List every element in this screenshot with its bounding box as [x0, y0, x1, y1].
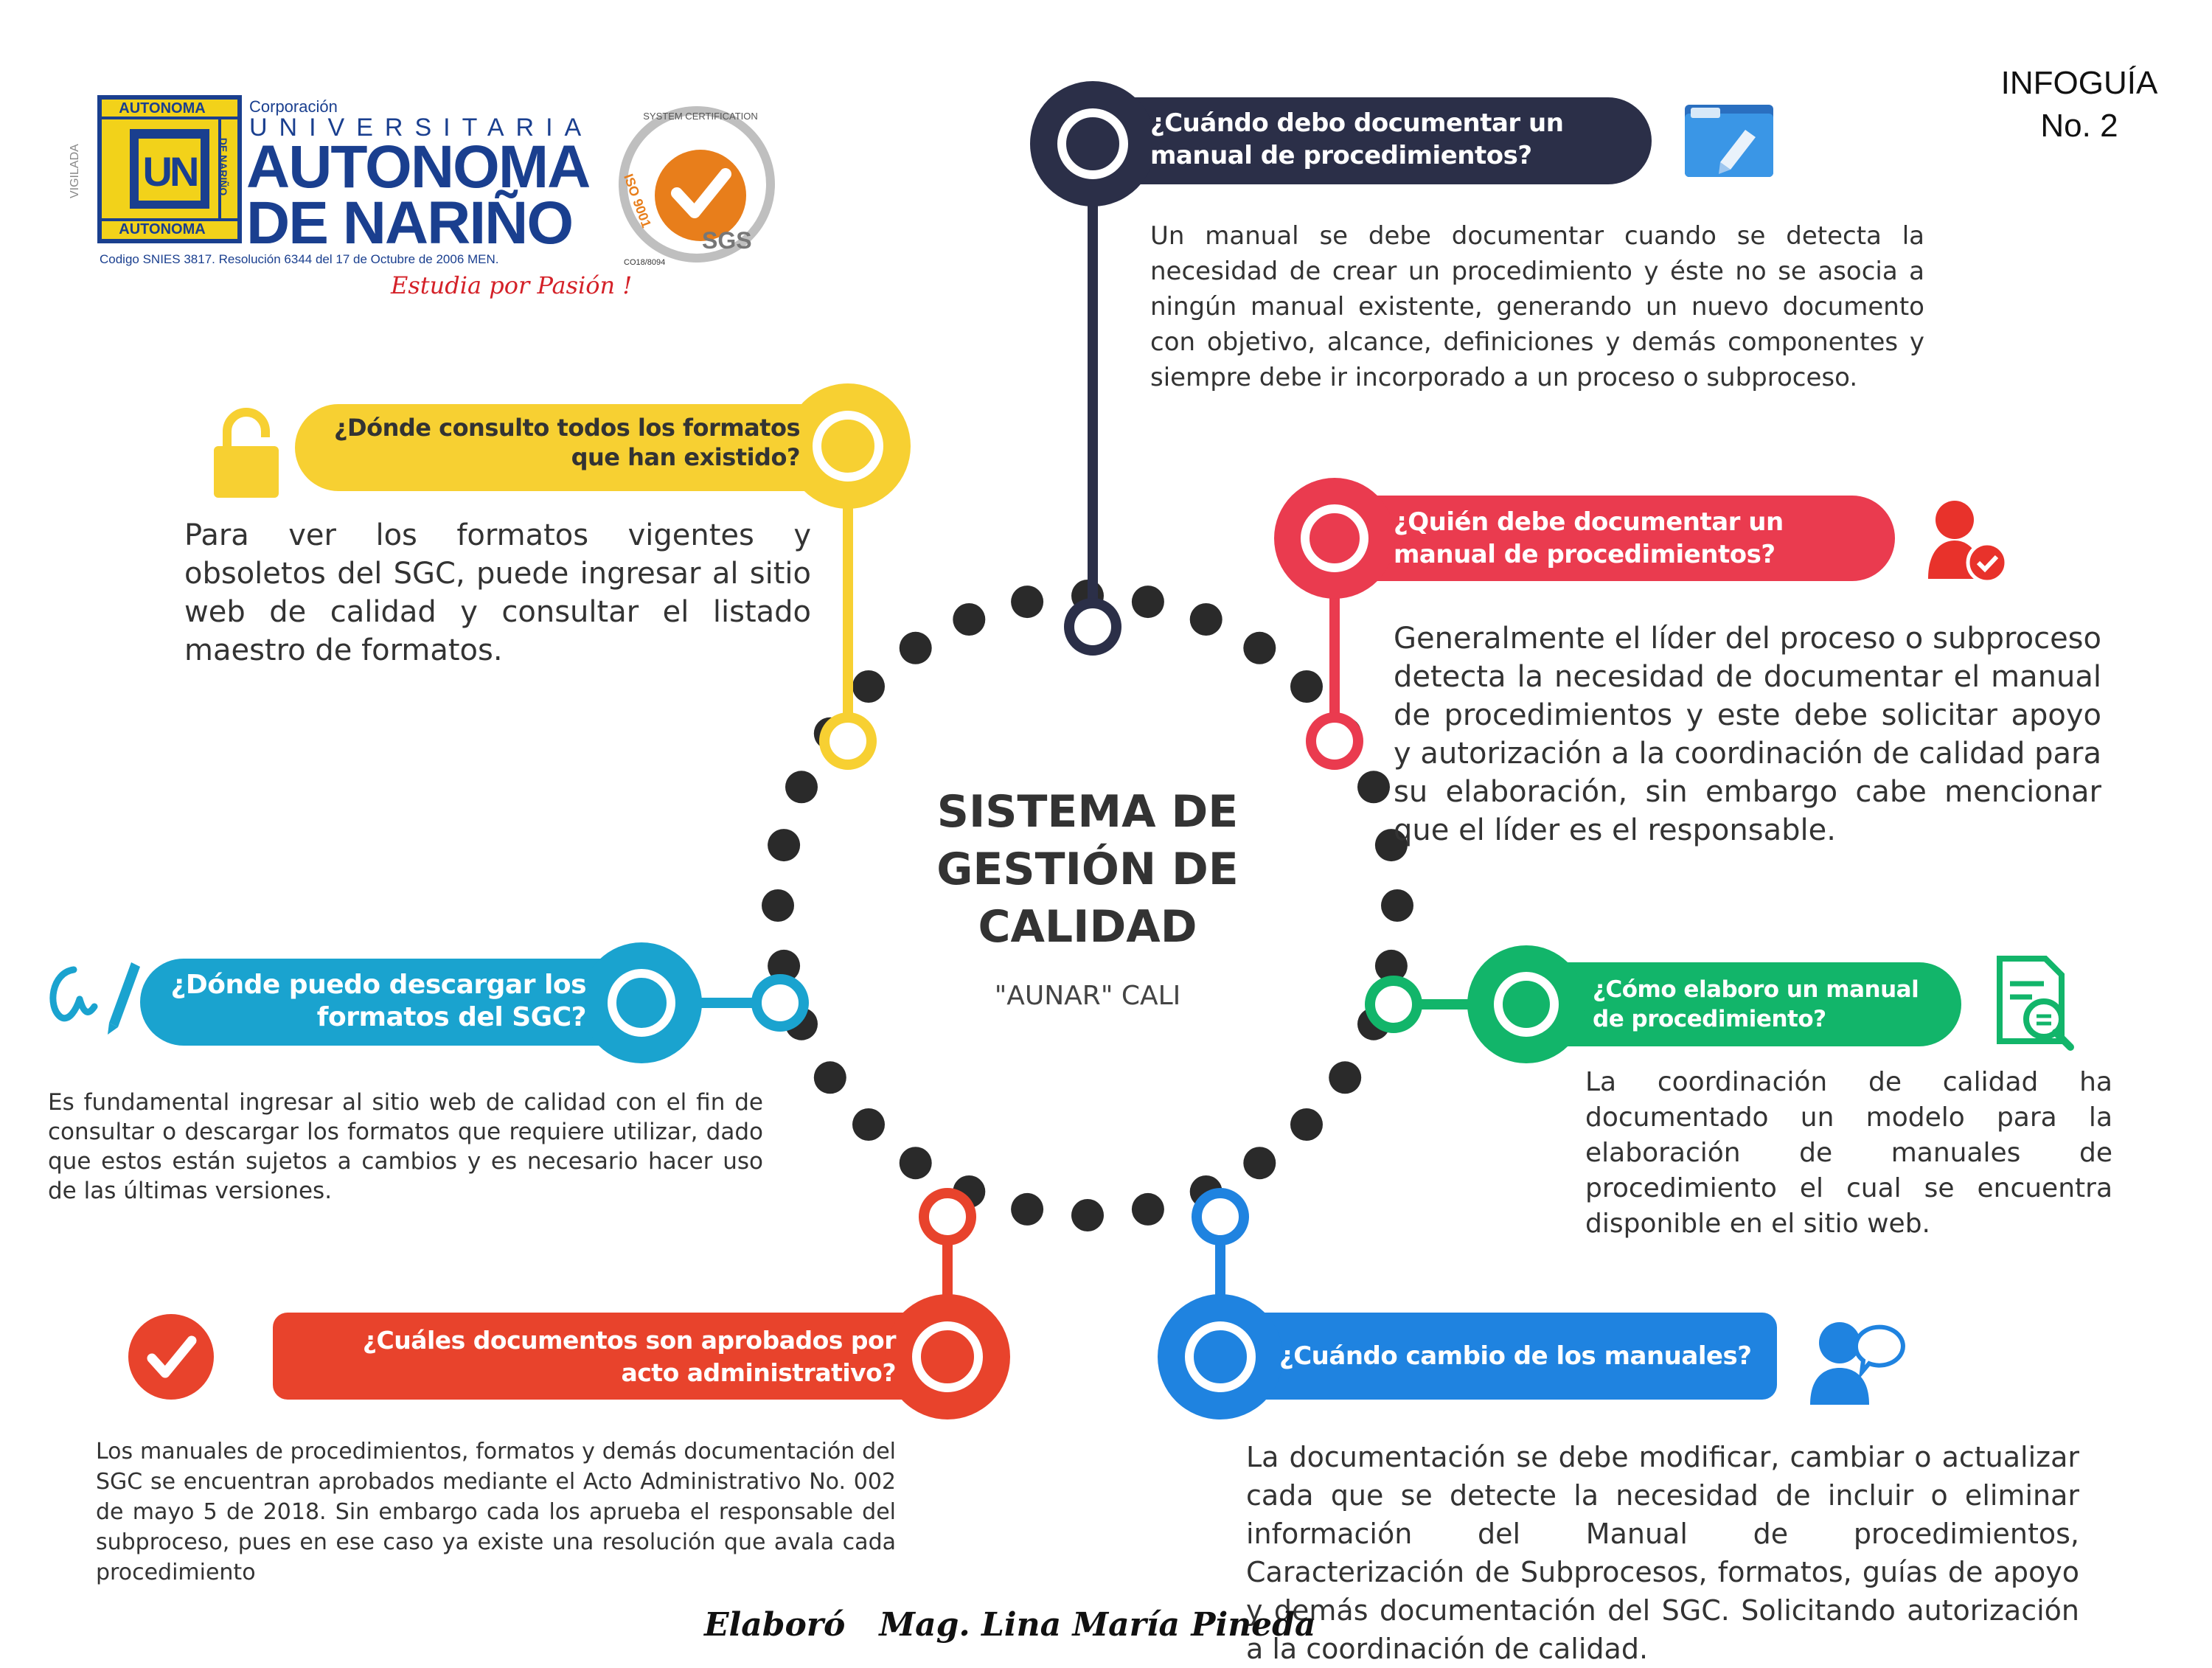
ring-dot: [1071, 1199, 1104, 1231]
ring-dot: [852, 670, 885, 703]
ring-dot: [1011, 585, 1043, 618]
question-quien-documenta: ¿Quién debe documentar un manual de procedimientos?: [1394, 507, 1784, 569]
infoguia-label: [1976, 62, 2183, 147]
ring-dot: [953, 603, 985, 636]
question-donde-descargar: ¿Dónde puedo descargar los formatos del SGC?: [170, 970, 586, 1032]
question-como-elaboro: ¿Cómo elaboro un manual de procedimiento?: [1593, 976, 1919, 1032]
answer-cuales-aprobados: Los manuales de procedimientos, formatos y demás documentación del SGC se encuentran aprobados mediante el Acto Administrativo No. 002 de mayo 5 de 2018. Sin embargo cada los aprueba el responsable del subproceso, pues en ese caso ya existe una resolución que avala cada procedimiento: [96, 1439, 896, 1585]
user-check-icon: [1928, 501, 2006, 582]
ring-dot: [1011, 1193, 1043, 1226]
page-title: [863, 783, 1312, 956]
answer-donde-descargar: Es fundamental ingresar al sitio web de calidad con el fin de consultar o descargar los formatos que requiere utilizar, dado que estos están sujetos a cambios y es necesario hacer uso de las últimas versiones.: [48, 1089, 763, 1204]
ring-dot: [1290, 670, 1323, 703]
question-cuando-documentar: ¿Cuándo debo documentar un manual de procedimientos?: [1150, 108, 1564, 170]
answer-cuando-documentar: Un manual se debe documentar cuando se detecta la necesidad de crear un procedimiento y éste no se asocia a ningún manual existente, generando un nuevo documento con objetivo, alcance, definiciones y demás componentes y siempre debe ir incorporado a un proceso o subproceso.: [1150, 221, 1924, 392]
ring-dot: [1132, 585, 1164, 618]
ring-dot: [1290, 1108, 1323, 1141]
badge-side-text: DE NARIÑO: [218, 137, 229, 196]
cert-ring-text: SYSTEM CERTIFICATION: [643, 111, 758, 122]
ring-dot: [768, 829, 800, 861]
ring-dot: [900, 632, 932, 664]
ring-dot: [900, 1147, 932, 1179]
cert-iso-text: ISO 9001: [621, 172, 654, 230]
universitaria-text: UNIVERSITARIA: [249, 114, 594, 142]
answer-donde-consulto: Para ver los formatos vigentes y obsoletos del SGC, puede ingresar al sitio web de calidad y consultar el listado maestro de formatos.: [184, 518, 811, 667]
question-cuando-cambio: ¿Cuándo cambio de los manuales?: [1279, 1341, 1752, 1371]
pen-write-icon: [53, 962, 140, 1035]
ring-dot: [1381, 889, 1413, 922]
title-line-1: SISTEMA DE: [936, 786, 1239, 838]
document-search-icon: [2000, 959, 2070, 1047]
user-chat-icon: [1810, 1322, 1903, 1405]
ring-dot: [1132, 1193, 1164, 1226]
vigilada-text: VIGILADA: [69, 144, 81, 198]
cert-sgs-text: SGS: [702, 227, 752, 254]
ring-dot: [785, 771, 818, 803]
infoguia-number: No. 2: [2040, 108, 2118, 144]
ring-dot: [852, 1108, 885, 1141]
ring-dot: [814, 1061, 846, 1094]
ring-dot: [1357, 771, 1390, 803]
unlock-icon: [214, 412, 279, 498]
ring-dot: [1329, 1061, 1361, 1094]
ring-dot: [1243, 1147, 1276, 1179]
question-donde-consulto: ¿Dónde consulto todos los formatos que han existido?: [333, 414, 800, 471]
title-line-2: GESTIÓN DE: [936, 844, 1239, 895]
ring-dot: [762, 889, 794, 922]
page-subtitle: "AUNAR" CALI: [994, 981, 1181, 1011]
badge-top-text: AUTONOMA: [119, 100, 206, 117]
snies-text: Codigo SNIES 3817. Resolución 6344 del 17 de Octubre de 2006 MEN.: [100, 252, 499, 266]
ring-dot: [1190, 603, 1222, 636]
answer-como-elaboro: La coordinación de calidad ha documentado un modelo para la elaboración de manuales de procedimiento el cual se encuentra disponible en el sitio web.: [1585, 1067, 2112, 1239]
author-signature: Elaboró Mag. Lina María Pineda: [704, 1606, 1316, 1644]
check-circle-icon: [128, 1314, 214, 1400]
badge-letters: UN: [142, 148, 197, 195]
slogan-text: Estudia por Pasión !: [391, 271, 633, 299]
badge-bottom-text: AUTONOMA: [119, 221, 206, 237]
title-line-3: CALIDAD: [978, 901, 1197, 953]
ring-dot: [1243, 632, 1276, 664]
corporacion-text: Corporación: [249, 97, 338, 116]
autonoma-text: AUTONOMA: [246, 133, 590, 201]
answer-cuando-cambio: La documentación se debe modificar, cambiar o actualizar cada que se detecte la necesidad de incluir o eliminar información del Manual de procedimientos, Caracterización de Subprocesos, formatos, guías de apoyo y demás documentación del SGC. Solicitando autorización a la coordinación de calidad.: [1246, 1441, 2079, 1665]
de-narino-text: DE NARIÑO: [246, 190, 573, 257]
folder-icon: [1685, 105, 1773, 177]
infoguia-title: INFOGUÍA: [2000, 65, 2158, 101]
question-cuales-aprobados: ¿Cuáles documentos son aprobados por acto administrativo?: [362, 1326, 896, 1387]
cert-code-text: CO18/8094: [624, 258, 666, 267]
answer-quien-documenta: Generalmente el líder del proceso o subproceso detecta la necesidad de documentar el manual de procedimientos y este debe solicitar apoyo y autorización a la coordinación de calidad para su elaboración, sin embargo cabe mencionar que el líder es el responsable.: [1394, 622, 2101, 847]
